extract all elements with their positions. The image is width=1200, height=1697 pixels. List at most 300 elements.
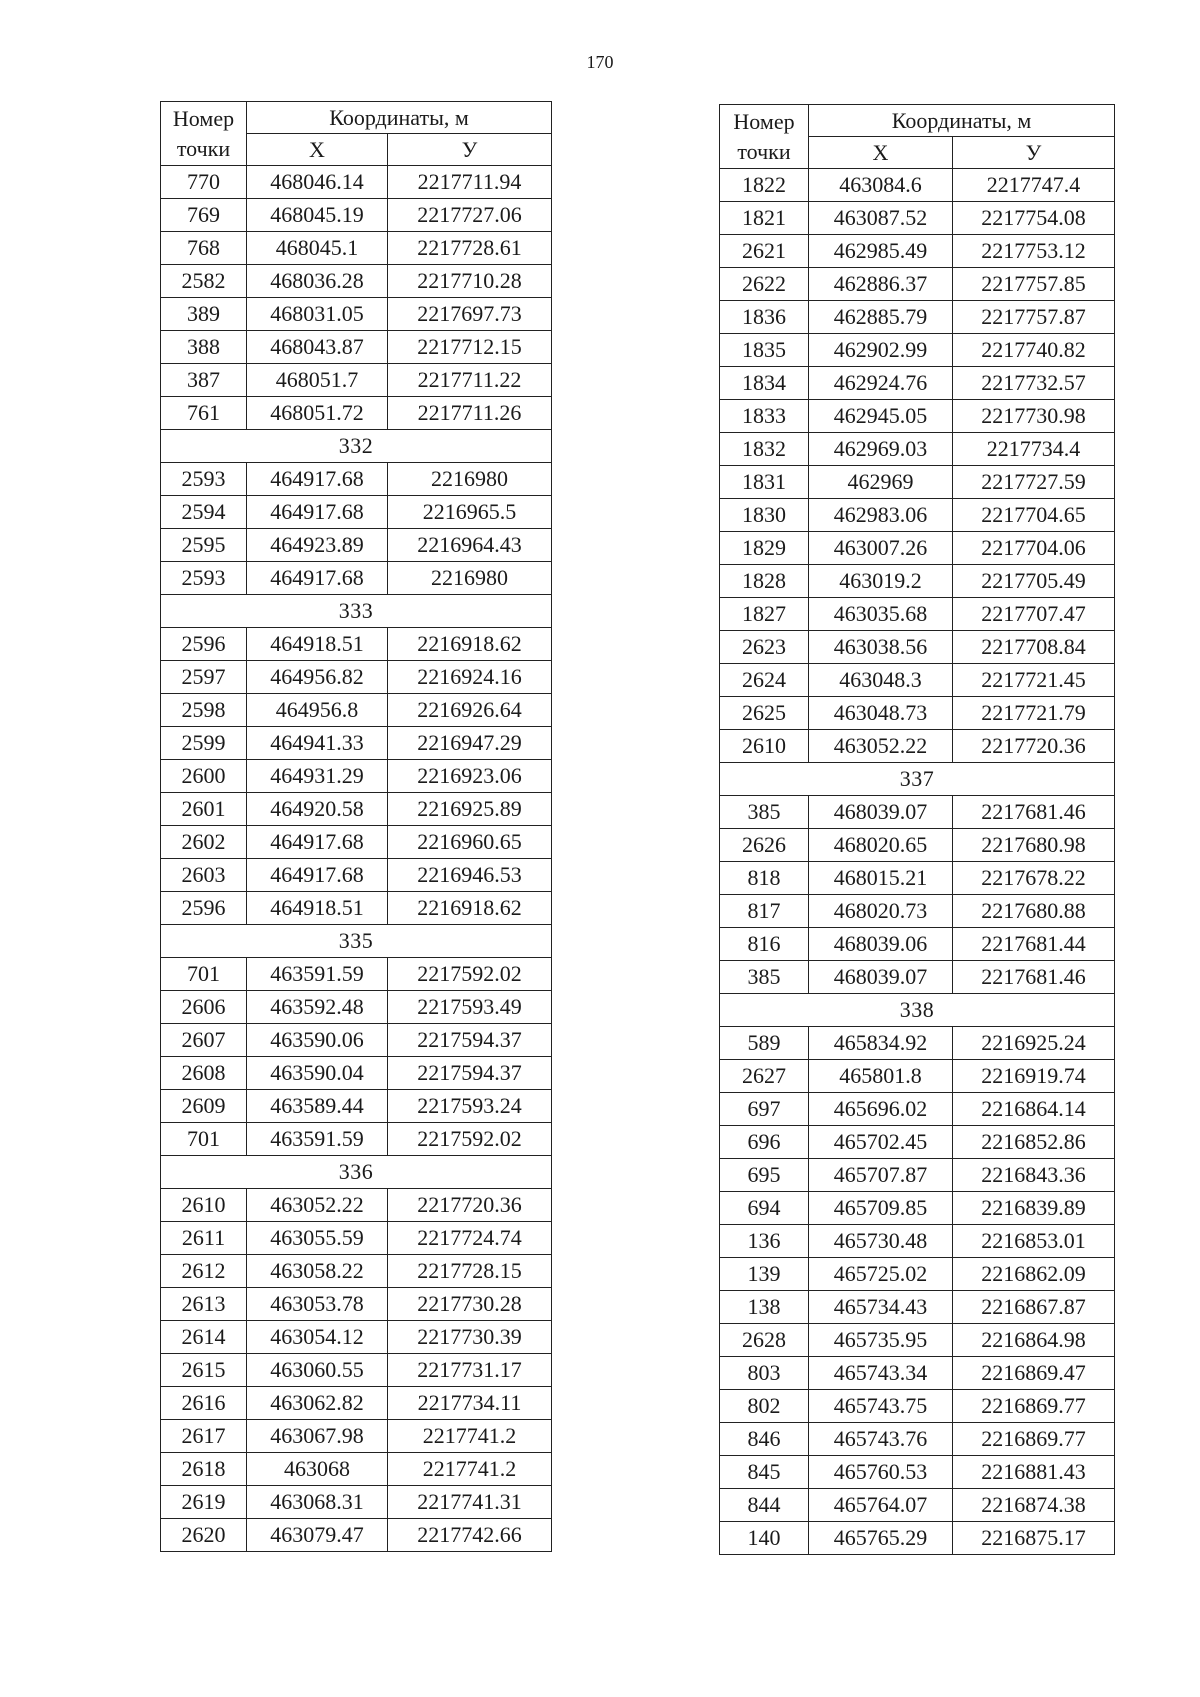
point-number-cell: 136 [720, 1225, 809, 1258]
table-row [720, 664, 1115, 697]
point-number-cell: 2597 [161, 661, 247, 694]
y-coordinate-cell: 2216924.16 [388, 661, 552, 694]
y-coordinate-cell: 2217721.45 [953, 664, 1115, 697]
point-number-cell: 2623 [720, 631, 809, 664]
point-number-cell: 844 [720, 1489, 809, 1522]
table-row [720, 1390, 1115, 1423]
y-coordinate-cell: 2217728.15 [388, 1255, 552, 1288]
header-row [161, 102, 552, 134]
coordinates-header: Координаты, м [247, 102, 552, 134]
x-coordinate-cell: 465734.43 [809, 1291, 953, 1324]
x-coordinate-cell: 463007.26 [809, 532, 953, 565]
y-coordinate-cell: 2217711.94 [388, 166, 552, 199]
y-coordinate-cell: 2217734.4 [953, 433, 1115, 466]
y-coordinate-cell: 2217594.37 [388, 1057, 552, 1090]
x-coordinate-cell: 463079.47 [247, 1519, 388, 1552]
section-number: 335 [161, 925, 552, 958]
x-coordinate-cell: 464918.51 [247, 628, 388, 661]
y-coordinate-cell: 2216947.29 [388, 727, 552, 760]
table-row [720, 301, 1115, 334]
table-row [720, 1060, 1115, 1093]
y-coordinate-cell: 2216980 [388, 562, 552, 595]
x-coordinate-cell: 464941.33 [247, 727, 388, 760]
table-row [161, 1387, 552, 1420]
y-coordinate-cell: 2216926.64 [388, 694, 552, 727]
point-number-cell: 2622 [720, 268, 809, 301]
point-number-cell: 385 [720, 796, 809, 829]
point-number-cell: 2617 [161, 1420, 247, 1453]
point-number-cell: 2595 [161, 529, 247, 562]
table-row [161, 496, 552, 529]
x-coordinate-cell: 465707.87 [809, 1159, 953, 1192]
x-coordinate-cell: 468020.65 [809, 829, 953, 862]
x-coordinate-cell: 465725.02 [809, 1258, 953, 1291]
point-number-cell: 2618 [161, 1453, 247, 1486]
point-number-cell: 2621 [720, 235, 809, 268]
table-row [720, 1258, 1115, 1291]
table-row [720, 466, 1115, 499]
x-coordinate-cell: 463054.12 [247, 1321, 388, 1354]
table-row [161, 1222, 552, 1255]
y-coordinate-cell: 2217720.36 [953, 730, 1115, 763]
table-row [161, 727, 552, 760]
section-number: 338 [720, 994, 1115, 1027]
table-row [720, 1324, 1115, 1357]
table-row [161, 760, 552, 793]
point-number-cell: 696 [720, 1126, 809, 1159]
point-number-cell: 802 [720, 1390, 809, 1423]
table-row [720, 1456, 1115, 1489]
section-number: 336 [161, 1156, 552, 1189]
point-number-cell: 845 [720, 1456, 809, 1489]
point-number-cell: 138 [720, 1291, 809, 1324]
x-coordinate-cell: 468039.07 [809, 796, 953, 829]
y-coordinate-cell: 2216864.98 [953, 1324, 1115, 1357]
point-number-cell: 2619 [161, 1486, 247, 1519]
point-number-cell: 387 [161, 364, 247, 397]
point-number-cell: 701 [161, 1123, 247, 1156]
y-coordinate-cell: 2217734.11 [388, 1387, 552, 1420]
x-coordinate-cell: 465696.02 [809, 1093, 953, 1126]
table-row [161, 661, 552, 694]
point-number-cell: 2601 [161, 793, 247, 826]
table-row [720, 367, 1115, 400]
table-row [720, 928, 1115, 961]
x-coordinate-cell: 465743.75 [809, 1390, 953, 1423]
table-row [720, 862, 1115, 895]
point-number-cell: 2628 [720, 1324, 809, 1357]
point-number-cell: 2596 [161, 628, 247, 661]
table-row [720, 202, 1115, 235]
x-coordinate-cell: 463590.06 [247, 1024, 388, 1057]
y-coordinate-cell: 2216862.09 [953, 1258, 1115, 1291]
y-coordinate-cell: 2217711.26 [388, 397, 552, 430]
point-number-cell: 1836 [720, 301, 809, 334]
x-coordinate-cell: 463060.55 [247, 1354, 388, 1387]
table-row [720, 235, 1115, 268]
table-row [720, 1027, 1115, 1060]
y-coordinate-cell: 2216964.43 [388, 529, 552, 562]
x-coordinate-cell: 465743.34 [809, 1357, 953, 1390]
table-row [161, 397, 552, 430]
y-coordinate-cell: 2216980 [388, 463, 552, 496]
table-row [161, 1486, 552, 1519]
x-coordinate-cell: 464917.68 [247, 562, 388, 595]
table-row [720, 796, 1115, 829]
point-number-cell: 2620 [161, 1519, 247, 1552]
point-number-cell: 1833 [720, 400, 809, 433]
y-coordinate-cell: 2217681.46 [953, 961, 1115, 994]
y-coordinate-cell: 2217724.74 [388, 1222, 552, 1255]
y-coordinate-cell: 2217757.85 [953, 268, 1115, 301]
y-coordinate-cell: 2216875.17 [953, 1522, 1115, 1555]
y-coordinate-cell: 2217747.4 [953, 169, 1115, 202]
table-row [161, 298, 552, 331]
table-row [720, 400, 1115, 433]
table-row [161, 1519, 552, 1552]
table-row [161, 892, 552, 925]
point-number-cell: 1830 [720, 499, 809, 532]
y-coordinate-cell: 2216946.53 [388, 859, 552, 892]
point-number-header: Номер точки [161, 102, 247, 166]
x-coordinate-cell: 463068.31 [247, 1486, 388, 1519]
x-coordinate-cell: 463058.22 [247, 1255, 388, 1288]
point-number-cell: 768 [161, 232, 247, 265]
y-coordinate-cell: 2217730.98 [953, 400, 1115, 433]
y-coordinate-cell: 2217757.87 [953, 301, 1115, 334]
point-number-cell: 2627 [720, 1060, 809, 1093]
point-number-cell: 2608 [161, 1057, 247, 1090]
table-row [161, 1189, 552, 1222]
y-header: У [388, 134, 552, 166]
point-number-cell: 1821 [720, 202, 809, 235]
table-row [161, 1420, 552, 1453]
x-coordinate-cell: 465730.48 [809, 1225, 953, 1258]
point-number-cell: 1828 [720, 565, 809, 598]
point-number-cell: 2594 [161, 496, 247, 529]
y-coordinate-cell: 2217594.37 [388, 1024, 552, 1057]
table-row [720, 631, 1115, 664]
y-coordinate-cell: 2216853.01 [953, 1225, 1115, 1258]
x-coordinate-cell: 464920.58 [247, 793, 388, 826]
table-row [720, 1423, 1115, 1456]
x-coordinate-cell: 465702.45 [809, 1126, 953, 1159]
x-coordinate-cell: 465834.92 [809, 1027, 953, 1060]
table-row [720, 565, 1115, 598]
x-coordinate-cell: 462969.03 [809, 433, 953, 466]
table-row [161, 1288, 552, 1321]
table-row [720, 1192, 1115, 1225]
point-number-cell: 817 [720, 895, 809, 928]
point-number-cell: 2593 [161, 463, 247, 496]
section-row [161, 430, 552, 463]
section-row [161, 595, 552, 628]
y-coordinate-cell: 2216925.89 [388, 793, 552, 826]
table-row [161, 562, 552, 595]
y-coordinate-cell: 2217681.44 [953, 928, 1115, 961]
table-row [161, 232, 552, 265]
table-row [720, 532, 1115, 565]
point-number-cell: 2607 [161, 1024, 247, 1057]
page-number: 170 [586, 52, 614, 72]
y-coordinate-cell: 2216839.89 [953, 1192, 1115, 1225]
x-coordinate-cell: 463053.78 [247, 1288, 388, 1321]
x-coordinate-cell: 463052.22 [809, 730, 953, 763]
x-header: Х [809, 137, 953, 169]
point-number-cell: 2600 [161, 760, 247, 793]
y-coordinate-cell: 2217711.22 [388, 364, 552, 397]
x-coordinate-cell: 463592.48 [247, 991, 388, 1024]
table-row [161, 1255, 552, 1288]
x-coordinate-cell: 468051.72 [247, 397, 388, 430]
x-coordinate-cell: 463038.56 [809, 631, 953, 664]
table-row [720, 961, 1115, 994]
x-coordinate-cell: 468045.19 [247, 199, 388, 232]
table-row [720, 499, 1115, 532]
point-number-cell: 2626 [720, 829, 809, 862]
y-coordinate-cell: 2217680.98 [953, 829, 1115, 862]
y-coordinate-cell: 2217741.31 [388, 1486, 552, 1519]
y-header: У [953, 137, 1115, 169]
y-coordinate-cell: 2217740.82 [953, 334, 1115, 367]
table-row [720, 697, 1115, 730]
table-row [161, 1354, 552, 1387]
x-coordinate-cell: 463591.59 [247, 958, 388, 991]
point-number-cell: 1834 [720, 367, 809, 400]
y-coordinate-cell: 2216874.38 [953, 1489, 1115, 1522]
x-coordinate-cell: 464917.68 [247, 496, 388, 529]
y-coordinate-cell: 2217708.84 [953, 631, 1115, 664]
y-coordinate-cell: 2217704.65 [953, 499, 1115, 532]
section-number: 337 [720, 763, 1115, 796]
y-coordinate-cell: 2217710.28 [388, 265, 552, 298]
x-coordinate-cell: 463055.59 [247, 1222, 388, 1255]
point-number-cell: 2625 [720, 697, 809, 730]
x-coordinate-cell: 465765.29 [809, 1522, 953, 1555]
point-number-cell: 2596 [161, 892, 247, 925]
x-coordinate-cell: 462924.76 [809, 367, 953, 400]
x-coordinate-cell: 468039.06 [809, 928, 953, 961]
x-coordinate-cell: 463591.59 [247, 1123, 388, 1156]
point-number-cell: 385 [720, 961, 809, 994]
table-row [720, 169, 1115, 202]
x-coordinate-cell: 464956.82 [247, 661, 388, 694]
x-coordinate-cell: 465764.07 [809, 1489, 953, 1522]
table-row [161, 199, 552, 232]
header-row [720, 105, 1115, 137]
x-coordinate-cell: 468043.87 [247, 331, 388, 364]
point-number-cell: 701 [161, 958, 247, 991]
table-row [161, 166, 552, 199]
x-coordinate-cell: 463048.73 [809, 697, 953, 730]
table-row [161, 694, 552, 727]
x-coordinate-cell: 464923.89 [247, 529, 388, 562]
x-coordinate-cell: 463589.44 [247, 1090, 388, 1123]
y-coordinate-cell: 2216852.86 [953, 1126, 1115, 1159]
point-number-cell: 846 [720, 1423, 809, 1456]
point-number-cell: 2616 [161, 1387, 247, 1420]
table-row [161, 628, 552, 661]
point-number-cell: 769 [161, 199, 247, 232]
point-number-cell: 803 [720, 1357, 809, 1390]
x-coordinate-cell: 462985.49 [809, 235, 953, 268]
point-number-cell: 694 [720, 1192, 809, 1225]
point-number-cell: 389 [161, 298, 247, 331]
point-number-header: Номер точки [720, 105, 809, 169]
table-row [720, 1159, 1115, 1192]
x-coordinate-cell: 463067.98 [247, 1420, 388, 1453]
table-row [720, 1225, 1115, 1258]
x-coordinate-cell: 468015.21 [809, 862, 953, 895]
y-coordinate-cell: 2217707.47 [953, 598, 1115, 631]
point-number-cell: 2610 [161, 1189, 247, 1222]
section-number: 333 [161, 595, 552, 628]
y-coordinate-cell: 2217681.46 [953, 796, 1115, 829]
table-row [720, 433, 1115, 466]
y-coordinate-cell: 2217680.88 [953, 895, 1115, 928]
x-coordinate-cell: 462945.05 [809, 400, 953, 433]
section-row [161, 1156, 552, 1189]
table-row [720, 1489, 1115, 1522]
y-coordinate-cell: 2217593.49 [388, 991, 552, 1024]
x-coordinate-cell: 465735.95 [809, 1324, 953, 1357]
y-coordinate-cell: 2217741.2 [388, 1420, 552, 1453]
y-coordinate-cell: 2216960.65 [388, 826, 552, 859]
x-coordinate-cell: 462885.79 [809, 301, 953, 334]
point-number-cell: 697 [720, 1093, 809, 1126]
table-row [161, 991, 552, 1024]
point-number-cell: 1832 [720, 433, 809, 466]
point-number-cell: 761 [161, 397, 247, 430]
y-coordinate-cell: 2216864.14 [953, 1093, 1115, 1126]
y-coordinate-cell: 2217697.73 [388, 298, 552, 331]
point-number-cell: 2613 [161, 1288, 247, 1321]
y-coordinate-cell: 2217727.59 [953, 466, 1115, 499]
table-body [720, 105, 1115, 1555]
table-row [720, 598, 1115, 631]
point-number-cell: 1831 [720, 466, 809, 499]
x-coordinate-cell: 468036.28 [247, 265, 388, 298]
section-number: 332 [161, 430, 552, 463]
table-row [161, 529, 552, 562]
y-coordinate-cell: 2217742.66 [388, 1519, 552, 1552]
y-coordinate-cell: 2217741.2 [388, 1453, 552, 1486]
y-coordinate-cell: 2217592.02 [388, 958, 552, 991]
point-number-cell: 2599 [161, 727, 247, 760]
coordinates-table-right [719, 104, 1115, 1555]
coordinates-header: Координаты, м [809, 105, 1115, 137]
point-number-cell: 816 [720, 928, 809, 961]
y-coordinate-cell: 2216869.77 [953, 1390, 1115, 1423]
point-number-cell: 2615 [161, 1354, 247, 1387]
y-coordinate-cell: 2217720.36 [388, 1189, 552, 1222]
x-coordinate-cell: 463590.04 [247, 1057, 388, 1090]
section-row [161, 925, 552, 958]
point-number-cell: 770 [161, 166, 247, 199]
table-row [720, 1126, 1115, 1159]
y-coordinate-cell: 2216918.62 [388, 628, 552, 661]
point-number-cell: 1827 [720, 598, 809, 631]
table-row [161, 1321, 552, 1354]
x-coordinate-cell: 463062.82 [247, 1387, 388, 1420]
table-row [161, 463, 552, 496]
y-coordinate-cell: 2217592.02 [388, 1123, 552, 1156]
y-coordinate-cell: 2216881.43 [953, 1456, 1115, 1489]
y-coordinate-cell: 2217731.17 [388, 1354, 552, 1387]
table-row [161, 331, 552, 364]
table-row [161, 1453, 552, 1486]
y-coordinate-cell: 2216843.36 [953, 1159, 1115, 1192]
point-number-cell: 2598 [161, 694, 247, 727]
table-row [161, 1024, 552, 1057]
x-coordinate-cell: 464956.8 [247, 694, 388, 727]
x-coordinate-cell: 464917.68 [247, 826, 388, 859]
point-number-cell: 1829 [720, 532, 809, 565]
x-coordinate-cell: 463035.68 [809, 598, 953, 631]
y-coordinate-cell: 2217730.28 [388, 1288, 552, 1321]
table-row [720, 895, 1115, 928]
x-coordinate-cell: 462886.37 [809, 268, 953, 301]
table-row [161, 859, 552, 892]
point-number-cell: 589 [720, 1027, 809, 1060]
x-coordinate-cell: 465709.85 [809, 1192, 953, 1225]
x-coordinate-cell: 463068 [247, 1453, 388, 1486]
y-coordinate-cell: 2217704.06 [953, 532, 1115, 565]
x-coordinate-cell: 465801.8 [809, 1060, 953, 1093]
table-row [161, 793, 552, 826]
y-coordinate-cell: 2217721.79 [953, 697, 1115, 730]
table-row [161, 364, 552, 397]
table-row [720, 829, 1115, 862]
x-coordinate-cell: 468020.73 [809, 895, 953, 928]
x-coordinate-cell: 464918.51 [247, 892, 388, 925]
point-number-cell: 2612 [161, 1255, 247, 1288]
point-number-cell: 139 [720, 1258, 809, 1291]
point-number-cell: 2624 [720, 664, 809, 697]
y-coordinate-cell: 2216919.74 [953, 1060, 1115, 1093]
x-coordinate-cell: 468051.7 [247, 364, 388, 397]
point-number-cell: 2611 [161, 1222, 247, 1255]
point-number-cell: 140 [720, 1522, 809, 1555]
y-coordinate-cell: 2216965.5 [388, 496, 552, 529]
point-number-cell: 2582 [161, 265, 247, 298]
table-row [720, 730, 1115, 763]
y-coordinate-cell: 2217753.12 [953, 235, 1115, 268]
table-row [161, 958, 552, 991]
point-number-cell: 1835 [720, 334, 809, 367]
x-coordinate-cell: 468045.1 [247, 232, 388, 265]
y-coordinate-cell: 2217593.24 [388, 1090, 552, 1123]
y-coordinate-cell: 2217712.15 [388, 331, 552, 364]
table-row [161, 1123, 552, 1156]
x-coordinate-cell: 468031.05 [247, 298, 388, 331]
y-coordinate-cell: 2217732.57 [953, 367, 1115, 400]
coordinates-table-left [160, 101, 552, 1552]
y-coordinate-cell: 2217705.49 [953, 565, 1115, 598]
point-number-cell: 695 [720, 1159, 809, 1192]
x-coordinate-cell: 464931.29 [247, 760, 388, 793]
x-coordinate-cell: 462983.06 [809, 499, 953, 532]
x-coordinate-cell: 468039.07 [809, 961, 953, 994]
x-coordinate-cell: 465760.53 [809, 1456, 953, 1489]
table-body [161, 102, 552, 1552]
x-coordinate-cell: 465743.76 [809, 1423, 953, 1456]
y-coordinate-cell: 2217678.22 [953, 862, 1115, 895]
table-row [720, 334, 1115, 367]
x-coordinate-cell: 463048.3 [809, 664, 953, 697]
table-row [161, 826, 552, 859]
table-row [720, 268, 1115, 301]
